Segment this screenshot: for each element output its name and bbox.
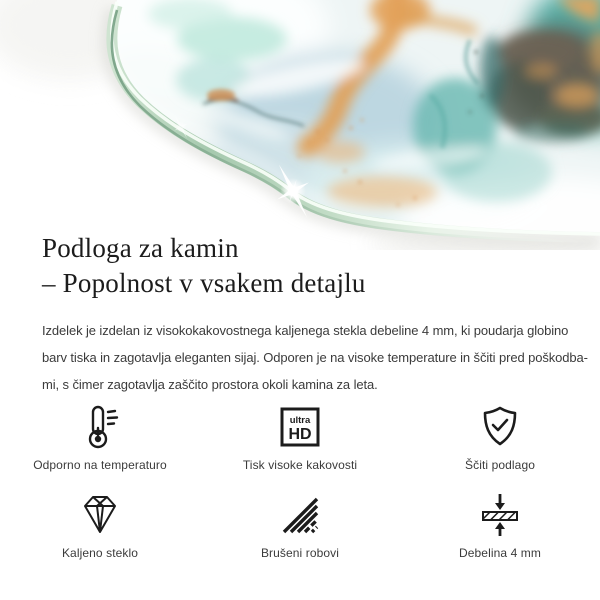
diamond-icon [76,492,124,538]
shield-check-icon [476,404,524,450]
description-line: barv tiska in zagotavlja eleganten sijaj. Odporen je na visoke temperature in ščiti pred poškodba- [42,350,588,365]
product-image [0,0,600,250]
page-title-line1: Podloga za kamin [42,233,239,263]
feature-beveled-edges [200,486,400,574]
feature-thickness [400,486,600,574]
feature-grid [0,398,600,574]
glass-panel-illustration [0,0,600,250]
beveled-edge-icon [276,492,324,538]
thickness-icon [476,492,524,538]
product-description [42,317,587,398]
thermometer-icon [76,404,124,450]
svg-text:HD: HD [288,426,312,443]
page-title [42,231,366,301]
feature-label: Ščiti podlago [464,458,535,472]
ultra-hd-icon [276,404,324,450]
page-title-line2: – Popolnost v vsakem detajlu [42,268,366,298]
feature-label: Brušeni robovi [260,546,340,560]
svg-text:ultra: ultra [289,415,311,426]
feature-label: Tisk visoke kakovosti [242,458,358,472]
feature-label: Odporno na temperaturo [33,458,167,472]
feature-print-quality [200,398,400,486]
feature-tempered-glass [0,486,200,574]
feature-protection [400,398,600,486]
feature-label: Kaljeno steklo [61,546,139,560]
description-line: mi, s čimer zagotavlja zaščito prostora okoli kamina za leta. [42,377,378,392]
description-line: Izdelek je izdelan iz visokokakovostnega kaljenega stekla debeline 4 mm, ki poudarja globino [42,323,569,338]
feature-temperature [0,398,200,486]
feature-label: Debelina 4 mm [458,546,541,560]
